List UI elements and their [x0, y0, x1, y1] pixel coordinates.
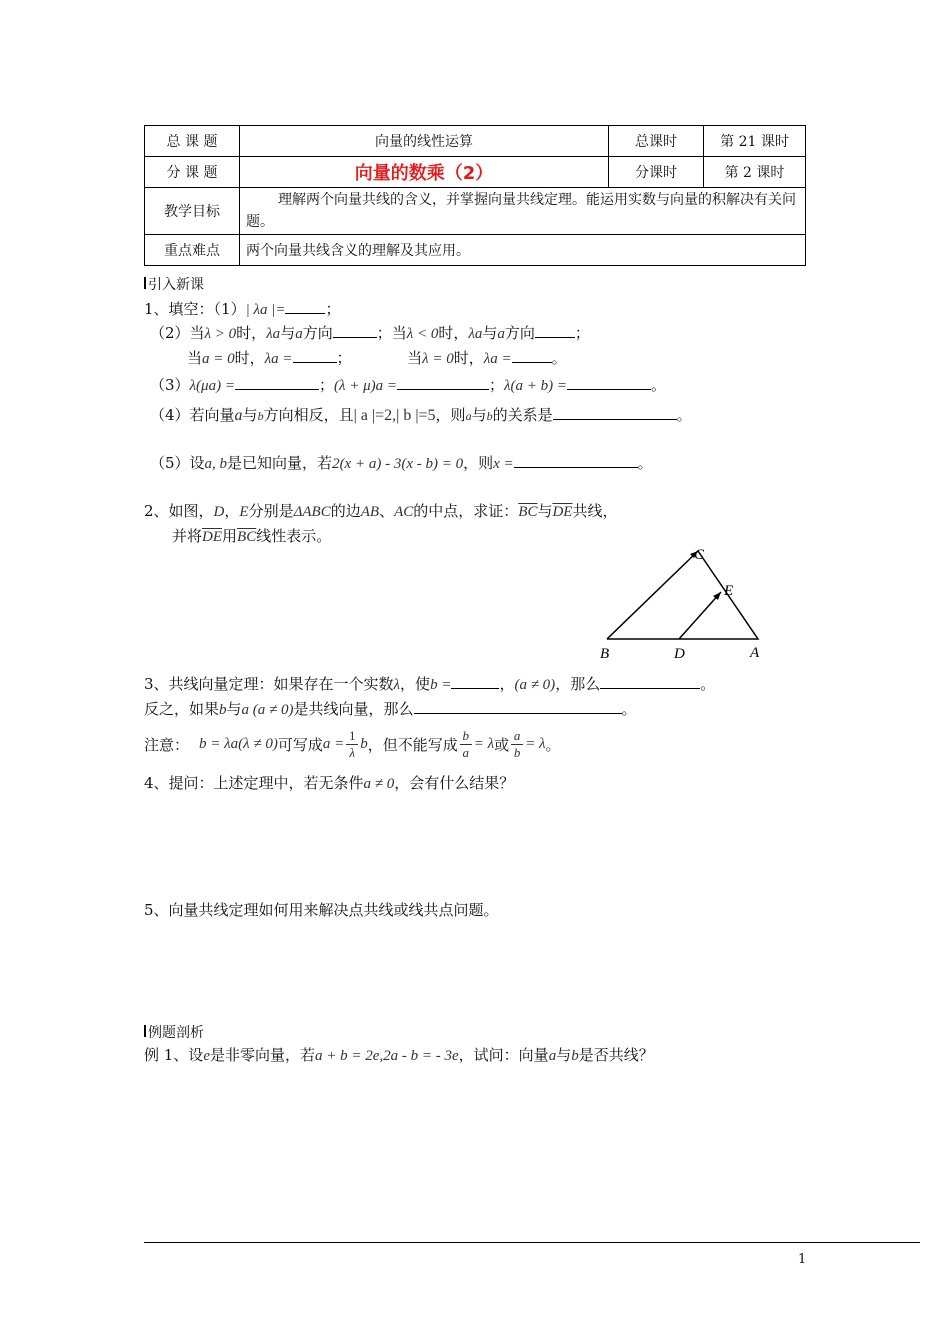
- label-b: B: [600, 646, 610, 662]
- label-d: D: [674, 646, 685, 662]
- q1-line4: （3）λ(μa) = ；(λ + μ)a = ；λ(a + b) = 。: [150, 376, 666, 394]
- key-points: 两个向量共线含义的理解及其应用。: [240, 235, 806, 266]
- q1-line2: （2）当λ > 0时，λa与a方向 ；当λ < 0时，λa与a方向 ；: [150, 324, 590, 342]
- page-number: 1: [798, 1252, 807, 1267]
- answer-blank[interactable]: [293, 349, 337, 363]
- answer-blank[interactable]: [514, 454, 638, 468]
- q1-line5: （4）若向量a与b方向相反，且| a |=2,| b |=5，则a与b的关系是 。: [150, 406, 692, 424]
- answer-blank[interactable]: [414, 700, 622, 714]
- fraction: 1 λ: [346, 728, 358, 761]
- total-period: 第 21 课时: [704, 126, 806, 157]
- course-topic: 向量的线性运算: [240, 126, 609, 157]
- answer-blank[interactable]: [397, 376, 489, 390]
- q3-line2: 反之，如果b与a (a ≠ 0)是共线向量，那么 。: [144, 700, 637, 718]
- answer-blank[interactable]: [600, 675, 700, 689]
- sub-period: 第 2 课时: [704, 157, 806, 188]
- answer-blank[interactable]: [235, 376, 319, 390]
- header-label: 总 课 题: [145, 126, 240, 157]
- label-e: E: [724, 583, 734, 599]
- answer-blank[interactable]: [285, 300, 325, 314]
- footer-divider: [144, 1242, 920, 1243]
- q2-line2: 并将$\overline{DE}$用$\overline{BC}$线性表示。: [172, 527, 332, 545]
- label-a: A: [750, 645, 760, 661]
- triangle-figure: [590, 545, 780, 665]
- teaching-goal: 理解两个向量共线的含义，并掌握向量共线定理。能运用实数与向量的积解决有关问题。: [240, 188, 806, 235]
- q4-line: 4、提问：上述定理中，若无条件a ≠ 0，会有什么结果？: [144, 774, 515, 792]
- header-label: 分课时: [609, 157, 704, 188]
- q5-line: 5、向量共线定理如何用来解决点共线或线共点问题。: [144, 901, 499, 919]
- answer-blank[interactable]: [333, 324, 377, 338]
- q3-line3: 注意： b = λa(λ ≠ 0) 可写成 a = 1 λ b ，但不能写成 b a = λ 或 a b = λ 。: [144, 727, 561, 760]
- answer-blank[interactable]: [535, 324, 575, 338]
- q3-line1: 3、共线向量定理：如果存在一个实数λ，使b = ，(a ≠ 0)，那么 。: [144, 675, 716, 693]
- q1-line3: 当a = 0时，λa = ； 当λ = 0时，λa = 。: [187, 349, 567, 367]
- label-c: C: [694, 547, 705, 563]
- q1-line1: 1、填空：（1）| λa |= ；: [144, 300, 341, 318]
- header-label: 重点难点: [145, 235, 240, 266]
- answer-blank[interactable]: [567, 376, 651, 390]
- midline-de: [679, 592, 721, 639]
- answer-blank[interactable]: [512, 349, 552, 363]
- lesson-title: 向量的数乘（2）: [240, 157, 609, 188]
- fraction: b a: [460, 728, 472, 761]
- header-table: [144, 125, 806, 266]
- header-label: 总课时: [609, 126, 704, 157]
- section-heading: 引入新课: [144, 274, 204, 294]
- answer-blank[interactable]: [451, 675, 499, 689]
- q1-line6: （5）设a, b是已知向量，若2(x + a) - 3(x - b) = 0，则x = 。: [150, 454, 653, 472]
- header-label: 分 课 题: [145, 157, 240, 188]
- example1-line: 例 1、设e是非零向量，若a + b = 2e,2a - b = - 3e，试问：向量a与b是否共线？: [144, 1046, 654, 1064]
- section-heading: 例题剖析: [144, 1022, 204, 1042]
- triangle-abc: [607, 551, 758, 639]
- fraction: a b: [511, 728, 523, 761]
- header-label: 教学目标: [145, 188, 240, 235]
- answer-blank[interactable]: [553, 406, 677, 420]
- q2-line1: 2、如图，D，E分别是ΔABC的边AB、AC的中点，求证：$\overline{BC}$与$\overline{DE}$共线，: [144, 502, 618, 520]
